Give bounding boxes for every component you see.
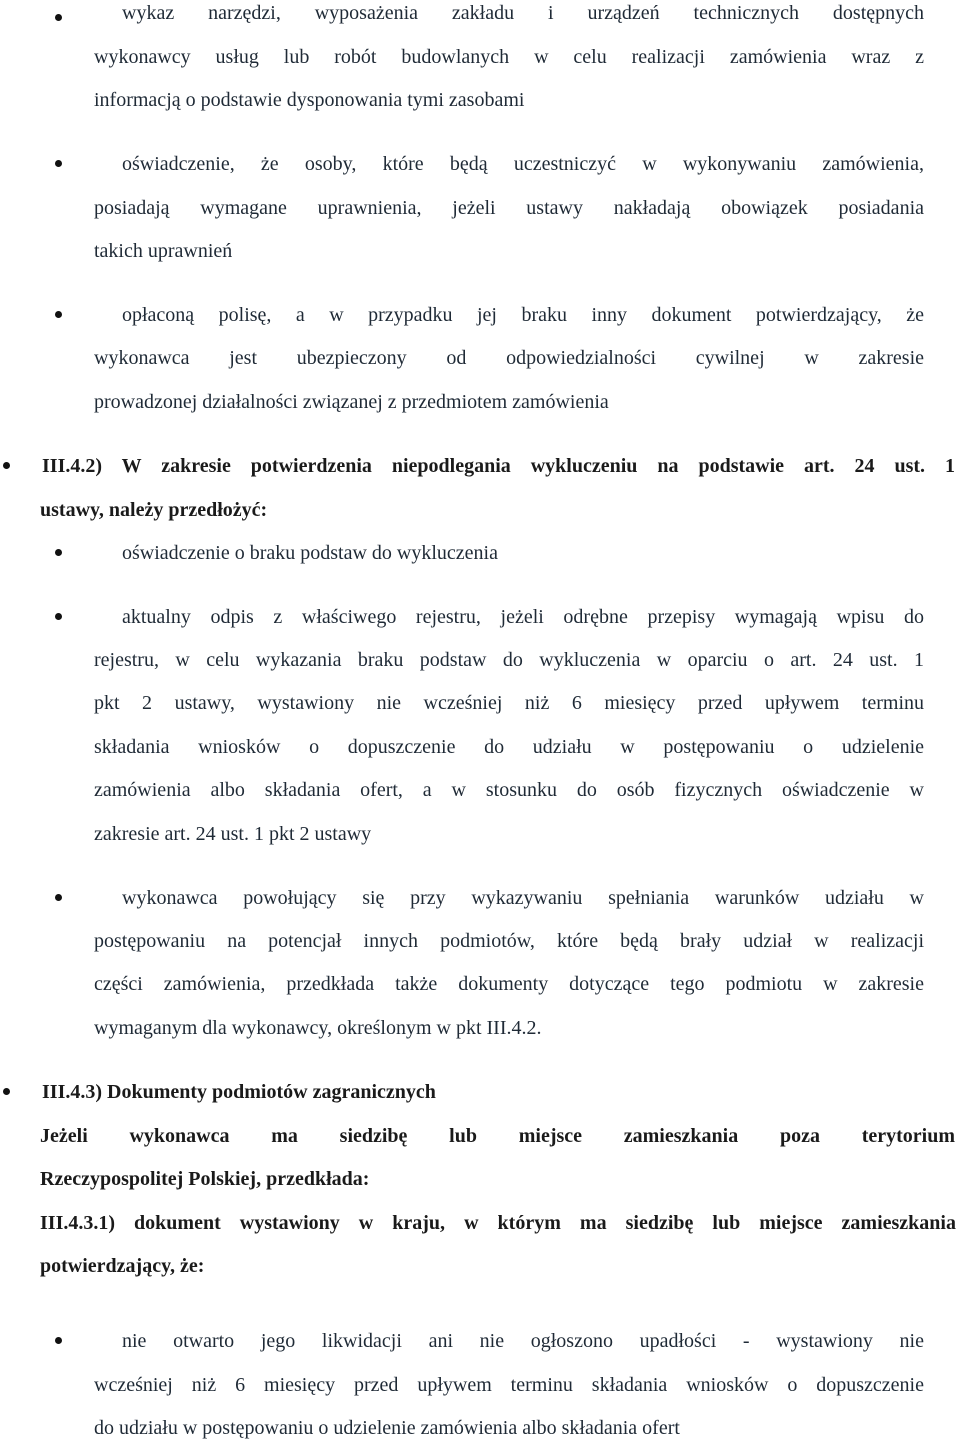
- bullet-icon: [55, 613, 62, 620]
- list-item-line: zakresie art. 24 ust. 1 pkt 2 ustawy: [94, 823, 372, 845]
- list-item-line: do udziału w postępowaniu o udzielenie zamówienia albo składania ofert: [94, 1417, 680, 1439]
- list-item-line: takich uprawnień: [94, 240, 233, 262]
- bullet-icon: [55, 14, 62, 21]
- list-item-line: nie otwarto jego likwidacji ani nie ogłoszono upadłości - wystawiony nie: [122, 1330, 924, 1352]
- list-item-line: aktualny odpis z właściwego rejestru, jeżeli odrębne przepisy wymagają wpisu do: [122, 606, 924, 628]
- list-item-line: informacją o podstawie dysponowania tymi zasobami: [94, 89, 525, 111]
- list-item-line: prowadzonej działalności związanej z przedmiotem zamówienia: [94, 391, 609, 413]
- bullet-icon: [3, 462, 10, 469]
- list-item-line: opłaconą polisę, a w przypadku jej braku inny dokument potwierdzający, że: [122, 304, 924, 326]
- bullet-icon: [55, 894, 62, 901]
- list-item-line: pkt 2 ustawy, wystawiony nie wcześniej niż 6 miesięcy przed upływem terminu: [94, 692, 924, 714]
- bullet-icon: [55, 160, 62, 167]
- list-item-line: składania wniosków o dopuszczenie do udziału w postępowaniu o udzielenie: [94, 736, 924, 758]
- subsection-heading-3431-cont: potwierdzający, że:: [40, 1255, 205, 1277]
- list-item-line: rejestru, w celu wykazania braku podstaw do wykluczenia w oparciu o art. 24 ust. 1: [94, 649, 924, 671]
- section-heading-343: III.4.3) Dokumenty podmiotów zagranicznych: [42, 1081, 436, 1103]
- list-item-line: części zamówienia, przedkłada także dokumenty dotyczące tego podmiotu w zakresie: [94, 973, 924, 995]
- list-item-line: wymaganym dla wykonawcy, określonym w pkt III.4.2.: [94, 1017, 542, 1039]
- section-intro-line: Jeżeli wykonawca ma siedzibę lub miejsce zamieszkania poza terytorium: [40, 1125, 955, 1147]
- list-item-line: postępowaniu na potencjał innych podmiotów, które będą brały udział w realizacji: [94, 930, 924, 952]
- bullet-icon: [3, 1088, 10, 1095]
- section-intro-line: Rzeczypospolitej Polskiej, przedkłada:: [40, 1168, 370, 1190]
- bullet-icon: [55, 1337, 62, 1344]
- list-item-line: wykonawcy usług lub robót budowlanych w celu realizacji zamówienia wraz z: [94, 46, 924, 68]
- section-heading-342: III.4.2) W zakresie potwierdzenia niepodlegania wykluczeniu na podstawie art. 24 ust. 1: [42, 455, 955, 477]
- list-item-line: oświadczenie, że osoby, które będą uczestniczyć w wykonywaniu zamówienia,: [122, 153, 924, 175]
- list-item-line: posiadają wymagane uprawnienia, jeżeli ustawy nakładają obowiązek posiadania: [94, 197, 924, 219]
- list-item-line: wykaz narzędzi, wyposażenia zakładu i urządzeń technicznych dostępnych: [122, 2, 924, 24]
- list-item-line: oświadczenie o braku podstaw do wykluczenia: [122, 542, 498, 564]
- bullet-icon: [55, 549, 62, 556]
- list-item-line: wykonawca powołujący się przy wykazywaniu spełniania warunków udziału w: [122, 887, 924, 909]
- bullet-icon: [55, 311, 62, 318]
- list-item-line: zamówienia albo składania ofert, a w stosunku do osób fizycznych oświadczenie w: [94, 779, 924, 801]
- section-heading-342-cont: ustawy, należy przedłożyć:: [40, 499, 268, 521]
- list-item-line: wykonawca jest ubezpieczony od odpowiedzialności cywilnej w zakresie: [94, 347, 924, 369]
- subsection-heading-3431: III.4.3.1) dokument wystawiony w kraju, w którym ma siedzibę lub miejsce zamieszkania: [40, 1212, 956, 1234]
- list-item-line: wcześniej niż 6 miesięcy przed upływem terminu składania wniosków o dopuszczenie: [94, 1374, 924, 1396]
